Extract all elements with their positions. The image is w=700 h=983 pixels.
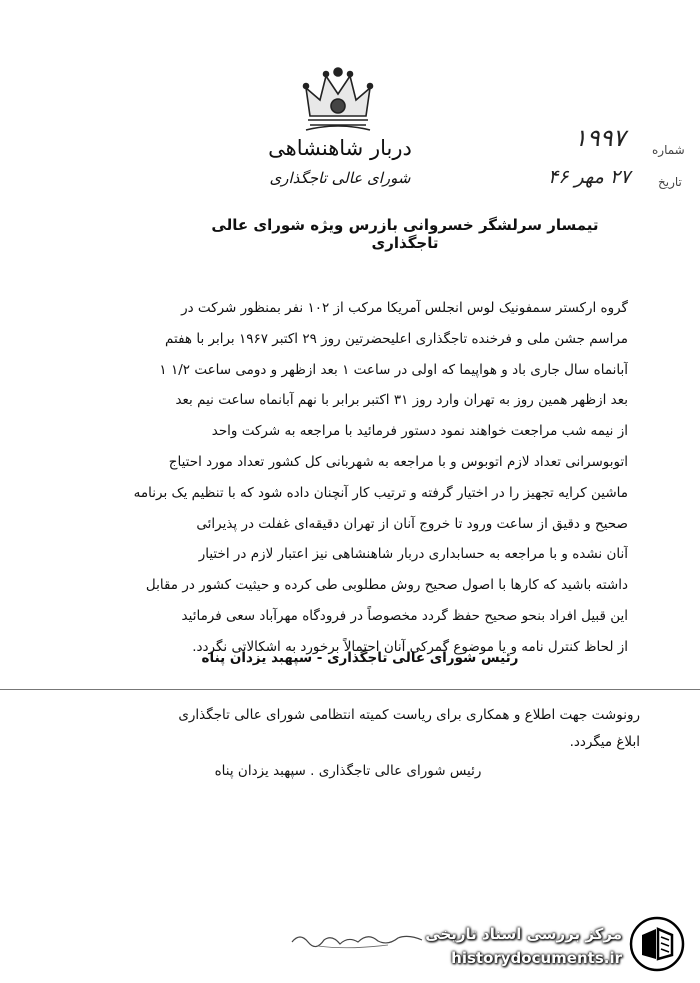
- copy-notice-line: رونوشت جهت اطلاع و همکاری برای ریاست کمیته انتظامی شورای عالی تاجگذاری: [178, 707, 640, 723]
- body-line: ماشین کرایه تجهیز را در اختیار گرفته و ترتیب کار آنچنان داده شود که با تنظیم یک برنامه: [133, 484, 628, 501]
- body-line: گروه ارکستر سمفونیک لوس انجلس آمریکا مرکب از ۱۰۲ نفر بمنظور شرکت در: [181, 300, 628, 316]
- court-title: دربار شاهنشاهی: [268, 136, 412, 160]
- council-title: شورای عالی تاجگذاری: [269, 169, 411, 187]
- number-label: شماره: [652, 143, 685, 157]
- crown-icon: [296, 62, 380, 134]
- body-line: مراسم جشن ملی و فرخنده تاجگذاری اعلیحضرتین روز ۲۹ اکتبر ۱۹۶۷ برابر با هفتم: [165, 330, 628, 347]
- body-line: آنان نشده و با مراجعه به حسابداری دربار شاهنشاهی نیز اعتبار لازم در اختیار: [198, 546, 628, 563]
- body-line: بعد ازظهر همین روز به تهران وارد روز ۳۱ اکتبر برابر با نهم آبانماه ساعت نیم بعد: [175, 392, 628, 409]
- copy-notice: [40, 702, 640, 756]
- watermark-name: مرکز بررسی اسناد تاریخی: [425, 925, 622, 943]
- body-line: آبانماه سال جاری باد و هواپیما که اولی در ساعت ۱ بعد ازظهر و دومی ساعت ۱/۲ ۱: [159, 361, 628, 378]
- copy-notice-line: ابلاغ میگردد.: [569, 734, 640, 750]
- body-line: اتوبوسرانی تعداد لازم اتوبوس و با مراجعه به شهربانی کل کشور تعداد مورد احتیاج: [168, 453, 628, 470]
- body-line: از لحاظ کنترل نامه و یا موضوع گمرکی آنان احتمالاً برخورد به اشکالاتی نگردد.: [192, 638, 628, 655]
- date-label: تاریخ: [658, 175, 682, 189]
- copy-signature: رئیس شورای عالی تاجگذاری . سپهبد یزدان پناه: [214, 763, 482, 779]
- divider: [0, 689, 700, 690]
- body-line: صحیح و دقیق از ساعت ورود تا خروج آنان از تهران دقیقه‌ای غفلت در پذیرائی: [196, 515, 628, 532]
- body-line: از نیمه شب مراجعت خواهند نمود دستور فرمائید با مراجعه به شرکت واحد: [211, 423, 628, 440]
- letter-subject: تیمسار سرلشگر خسروانی بازرس ویژه شورای عالی تاجگذاری: [211, 216, 599, 252]
- date-value: ۲۷ مهر ۴۶: [548, 166, 631, 188]
- body-line: داشته باشید که کارها با اصول صحیح روش مطلوبی طی کرده و حیثیت کشور در مقابل: [145, 577, 628, 594]
- letter-body: [48, 293, 628, 663]
- number-value: ۱۹۹۷: [574, 124, 626, 152]
- watermark-url: historydocuments.ir: [451, 949, 622, 967]
- signature-block: رئیس شورای عالی تاجگذاری - سپهبد یزدان پناه: [201, 650, 519, 666]
- archive-logo-icon: [628, 915, 686, 973]
- body-line: این قبیل افراد بنحو صحیح حفظ گردد مخصوصاً در فرودگاه مهرآباد سعی فرمائید: [181, 607, 628, 624]
